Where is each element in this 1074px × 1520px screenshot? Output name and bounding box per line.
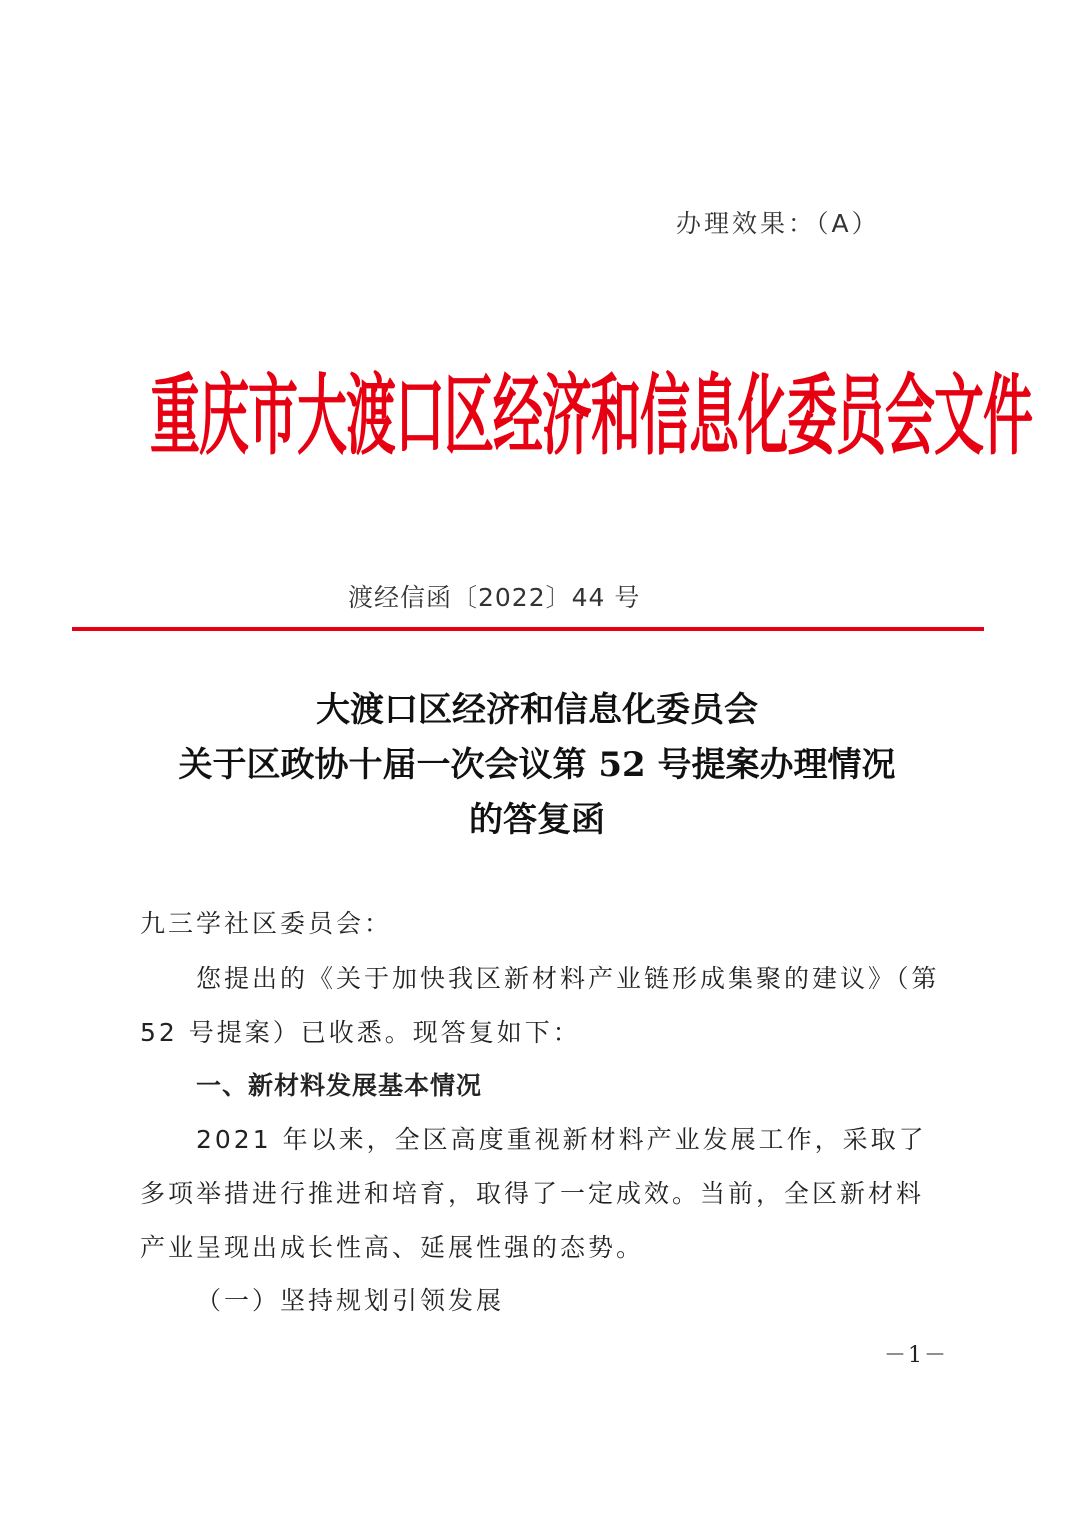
reply-title-line-2: 关于区政协十届一次会议第 52 号提案办理情况 <box>178 745 896 785</box>
document-masthead: 重庆市大渡口区经济和信息化委员会文件 <box>150 363 1032 467</box>
intro-paragraph-line-1: 您提出的《关于加快我区新材料产业链形成集聚的建议》（第 <box>196 964 940 993</box>
paragraph-1-line-3: 产业呈现出成长性高、延展性强的态势。 <box>140 1233 645 1262</box>
reply-title-line-1: 大渡口区经济和信息化委员会 <box>316 690 758 730</box>
handling-effect-label: 办理效果：（A） <box>676 209 880 238</box>
masthead-red-divider <box>72 627 984 631</box>
intro-paragraph-line-2: 52 号提案）已收悉。现答复如下： <box>140 1018 581 1047</box>
page-number: －1－ <box>884 1343 948 1368</box>
document-number: 渡经信函〔2022〕44 号 <box>348 583 641 612</box>
reply-title-line-3: 的答复函 <box>469 800 605 840</box>
section-heading-1: 一、新材料发展基本情况 <box>196 1071 483 1100</box>
subsection-heading-1: （一）坚持规划引领发展 <box>196 1286 505 1315</box>
paragraph-1-line-2: 多项举措进行推进和培育，取得了一定成效。当前，全区新材料 <box>140 1179 925 1208</box>
paragraph-1-line-1: 2021 年以来，全区高度重视新材料产业发展工作，采取了 <box>196 1125 927 1154</box>
salutation: 九三学社区委员会： <box>140 909 393 938</box>
